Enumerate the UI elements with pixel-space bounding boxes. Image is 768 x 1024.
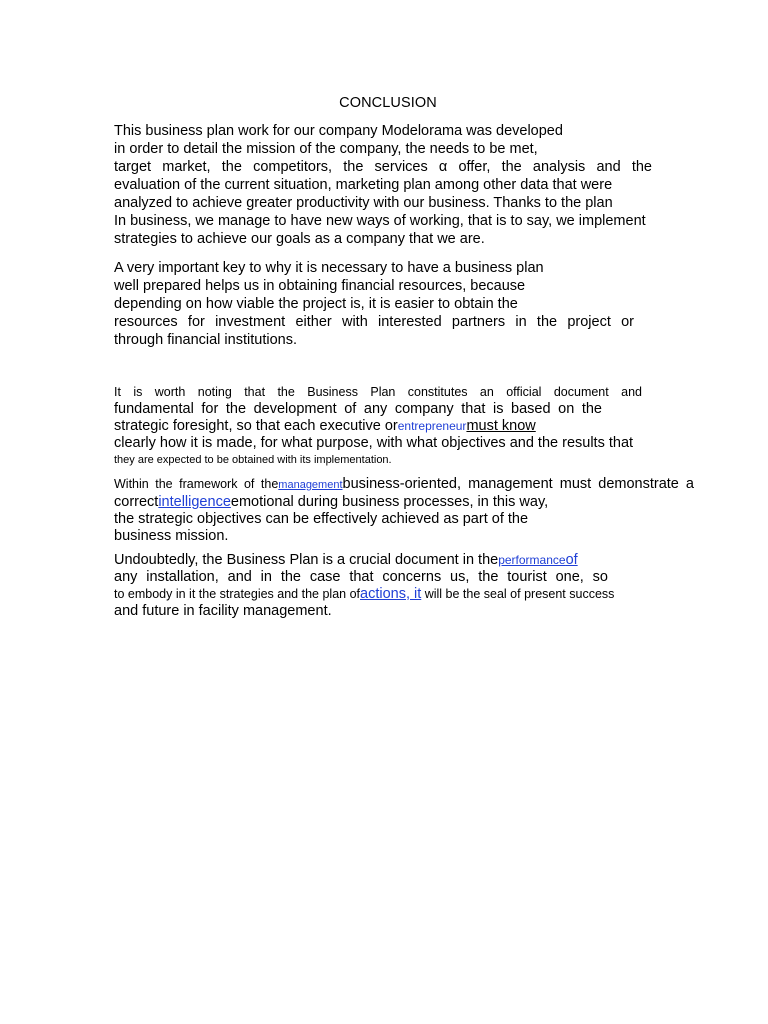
- p5-line-4: and future in facility management.: [114, 603, 332, 619]
- p3-line-2: fundamental for the development of any company that is based on the: [114, 401, 602, 417]
- p2-line-4: resources for investment either with interested partners in the project or: [114, 314, 634, 330]
- performance-link[interactable]: performance: [498, 553, 566, 567]
- p4-line-1-pre: Within the framework of the: [114, 477, 279, 491]
- p4-line-3: the strategic objectives can be effectively achieved as part of the: [114, 511, 529, 527]
- p1-line-2: in order to detail the mission of the company, the needs to be met,: [114, 141, 538, 157]
- p5-line-1-pre: Undoubtedly, the Business Plan is a crucial document in the: [114, 552, 499, 568]
- p1-line-6: In business, we manage to have new ways of working, that is to say, we implement: [114, 213, 646, 229]
- intelligence-link[interactable]: intelligence: [158, 494, 231, 510]
- p3-line-3: [114, 417, 536, 435]
- p4-line-2-pre: correct: [114, 494, 159, 510]
- actions-link[interactable]: actions, it: [360, 586, 422, 602]
- p1-line-3: target market, the competitors, the services α offer, the analysis and the: [114, 159, 652, 175]
- document-title: CONCLUSION: [339, 95, 437, 111]
- p2-line-2: well prepared helps us in obtaining financial resources, because: [114, 278, 526, 294]
- p3-line-5: they are expected to be obtained with its implementation.: [114, 454, 392, 466]
- p1-line-5: analyzed to achieve greater productivity with our business. Thanks to the plan: [114, 195, 613, 211]
- p1-line-4: evaluation of the current situation, marketing plan among other data that were: [114, 177, 613, 193]
- p1-line-7: strategies to achieve our goals as a company that we are.: [114, 231, 485, 247]
- p4-line-2-post: emotional during business processes, in this way,: [230, 494, 549, 510]
- p4-line-2: [114, 493, 548, 511]
- p5-line-2: any installation, and in the case that concerns us, the tourist one, so: [114, 569, 608, 585]
- p5-line-3-pre: to embody in it the strategies and the plan of: [114, 587, 360, 601]
- p3-line-1: It is worth noting that the Business Plan constitutes an official document and: [114, 385, 642, 399]
- p2-line-1: A very important key to why it is necessary to have a business plan: [114, 260, 544, 276]
- p3-line-4: clearly how it is made, for what purpose, with what objectives and the results that: [114, 435, 634, 451]
- p5-line-1: [114, 551, 578, 569]
- p3-line-3-text: strategic foresight, so that each executive or: [114, 418, 398, 434]
- p5-line-1-post: of: [565, 552, 578, 568]
- management-link[interactable]: management: [278, 479, 343, 491]
- p5-line-3-post: will be the seal of present success: [421, 587, 615, 601]
- p4-line-1-post: business-oriented, management must demonstrate a: [342, 476, 694, 492]
- must-know-text: must know: [466, 418, 536, 434]
- p5-line-3: [114, 585, 614, 603]
- entrepreneur-link[interactable]: entrepreneur: [397, 419, 467, 433]
- p2-line-3: depending on how viable the project is, it is easier to obtain the: [114, 296, 518, 312]
- p4-line-4: business mission.: [114, 528, 229, 544]
- p4-line-1: [114, 475, 694, 494]
- p2-line-5: through financial institutions.: [114, 332, 297, 348]
- p1-line-1: This business plan work for our company Modelorama was developed: [114, 123, 563, 139]
